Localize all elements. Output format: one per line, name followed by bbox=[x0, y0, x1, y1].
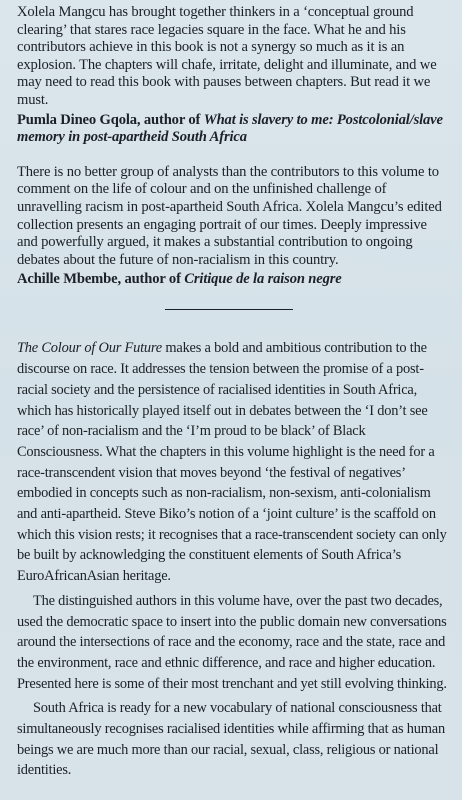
attribution-author-2: Achille Mbembe, author of bbox=[17, 271, 185, 288]
book-title: The Colour of Our Future bbox=[17, 340, 162, 357]
description-paragraph-1-text: makes a bold and ambitious contribution to the discourse on race. It addresses the tension between the promise of a post-racial society and the persistence of racialised identities in South Africa, which has historically played itself out in debates between the ‘I don’t see race’ of non-racialism and the ‘I’m proud to be black’ of Black Consciousness. What the chapters in this volume highlight is the need for a race-transcendent vision that moves beyond ‘the festival of negatives’ embodied in concepts such as non-racialism, non-sexism, anti-colonialism and anti-apartheid. Steve Biko’s notion of a ‘joint culture’ is the scaffold on which this vision rests; it recognises that a race-transcendent society can only be built by acknowledging the constituent elements of South Africa’s EuroAfricanAsian heritage. bbox=[17, 340, 447, 585]
description-paragraph-2: The distinguished authors in this volume have, over the past two decades, used the democratic space to insert into the public domain new conversations around the intersections of race and the economy, race and the state, race and the environment, race and ethnic difference, and race and higher education. Presented here is some of their most trenchant and yet still evolving thinking. bbox=[17, 592, 447, 692]
attribution-work-1: What is slavery to me: Postcolonial/slave memory in post-apartheid South Africa bbox=[17, 111, 443, 146]
endorsement-quote-1: Xolela Mangcu has brought together thinkers in a ‘conceptual ground clearing’ that stares race legacies square in the face. What he and his contributors achieve in this book is not a synergy so much as it is an explosion. The chapters will chafe, irritate, delight and illuminate, and we may need to read this book with pauses between chapters. But read it we must. bbox=[17, 4, 437, 108]
description-paragraph-1 bbox=[17, 338, 450, 586]
description-paragraph-3: South Africa is ready for a new vocabulary of national consciousness that simultaneously recognises racialised identities while affirming that as human beings we are much more than our racial, sexual, class, religious or national identities. bbox=[17, 700, 445, 779]
endorsement-attribution-2 bbox=[17, 271, 450, 289]
divider-rule bbox=[165, 309, 293, 311]
attribution-work-2: Critique de la raison negre bbox=[184, 271, 342, 288]
endorsement-quote-2: There is no better group of analysts than the contributors to this volume to comment on the life of colour and on the unfinished challenge of unravelling racism in post-apartheid South Africa. Xolela Mangcu’s edited collection presents an engaging portrait of our times. Deeply impressive and powerfully argued, it makes a substantial contribution to ongoing debates about the future of non-racialism in this country. bbox=[17, 163, 442, 268]
attribution-author-1: Pumla Dineo Gqola, author of bbox=[17, 111, 204, 128]
endorsement-attribution-1 bbox=[17, 112, 450, 147]
